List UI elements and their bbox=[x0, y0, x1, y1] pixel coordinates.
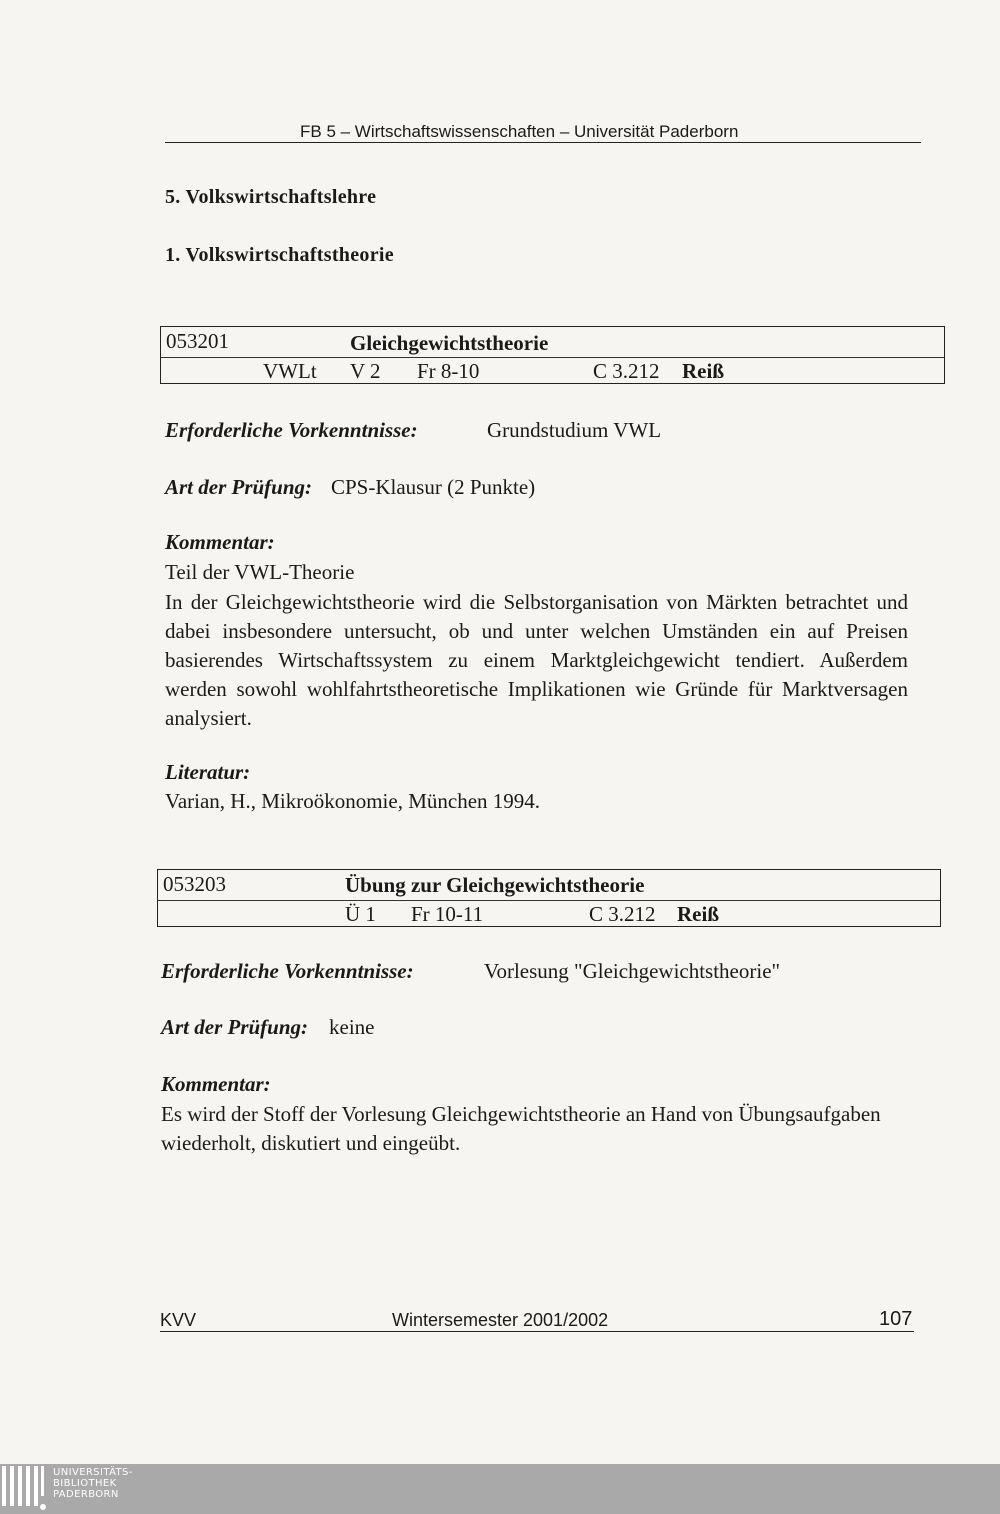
exam-value: CPS-Klausur (2 Punkte) bbox=[331, 475, 536, 499]
course-area: VWLt bbox=[263, 359, 317, 383]
comment-line: Teil der VWL-Theorie bbox=[165, 560, 355, 584]
exam-label: Art der Prüfung: bbox=[165, 475, 313, 499]
course-type: V 2 bbox=[350, 359, 381, 383]
subsection-heading: 1. Volkswirtschaftstheorie bbox=[165, 244, 394, 266]
course-room: C 3.212 bbox=[589, 902, 656, 926]
comment-label: Kommentar: bbox=[161, 1072, 271, 1096]
library-name-line3: PADERBORN bbox=[53, 1489, 119, 1500]
prereq-label: Erforderliche Vorkenntnisse: bbox=[161, 959, 414, 983]
course-number: 053201 bbox=[166, 329, 229, 353]
course-box-divider bbox=[161, 357, 944, 358]
comment-paragraph: In der Gleichgewichtstheorie wird die Selbstorganisation von Märkten betrachtet und dabei insbesondere untersucht, ob und unter welchen Umständen ein auf Preisen basierendes Wirtschaftssystem zu einem Marktgleichgewicht tendiert. Außerdem werden sowohl wohlfahrtstheoretische Implikationen wie Gründe für Marktversagen analysiert. bbox=[165, 590, 908, 730]
library-bar bbox=[0, 1464, 1000, 1514]
library-name-line1: UNIVERSITÄTS- bbox=[53, 1467, 133, 1478]
course-room: C 3.212 bbox=[593, 359, 660, 383]
header-rule bbox=[165, 142, 921, 143]
library-name-line2: BIBLIOTHEK bbox=[53, 1478, 117, 1489]
prereq-value: Vorlesung "Gleichgewichtstheorie" bbox=[484, 959, 781, 983]
literature-label: Literatur: bbox=[165, 760, 251, 784]
course-lecturer: Reiß bbox=[677, 902, 719, 926]
comment-label: Kommentar: bbox=[165, 530, 275, 554]
course-title: Gleichgewichtstheorie bbox=[350, 331, 549, 355]
footer-semester: Wintersemester 2001/2002 bbox=[392, 1310, 609, 1330]
exam-label: Art der Prüfung: bbox=[161, 1015, 309, 1039]
course-time: Fr 10-11 bbox=[411, 902, 484, 926]
prereq-label: Erforderliche Vorkenntnisse: bbox=[165, 418, 418, 442]
literature-value: Varian, H., Mikroökonomie, München 1994. bbox=[165, 789, 541, 813]
prereq-value: Grundstudium VWL bbox=[487, 418, 662, 442]
course-time: Fr 8-10 bbox=[417, 359, 480, 383]
course-title: Übung zur Gleichgewichtstheorie bbox=[345, 873, 645, 897]
exam-value: keine bbox=[329, 1015, 375, 1039]
footer-page-number: 107 bbox=[879, 1308, 913, 1330]
course-type: Ü 1 bbox=[345, 902, 376, 926]
running-header: FB 5 – Wirtschaftswissenschaften – Universität Paderborn bbox=[300, 122, 739, 141]
library-logo bbox=[0, 1466, 50, 1510]
footer-kvv: KVV bbox=[160, 1310, 197, 1330]
course-number: 053203 bbox=[163, 872, 226, 896]
section-heading: 5. Volkswirtschaftslehre bbox=[165, 186, 377, 208]
course-lecturer: Reiß bbox=[682, 359, 724, 383]
course-box-divider bbox=[158, 900, 940, 901]
footer-rule bbox=[160, 1331, 914, 1332]
comment-paragraph: Es wird der Stoff der Vorlesung Gleichgewichtstheorie an Hand von Übungsaufgaben wiederholt, diskutiert und eingeübt. bbox=[161, 1102, 881, 1155]
